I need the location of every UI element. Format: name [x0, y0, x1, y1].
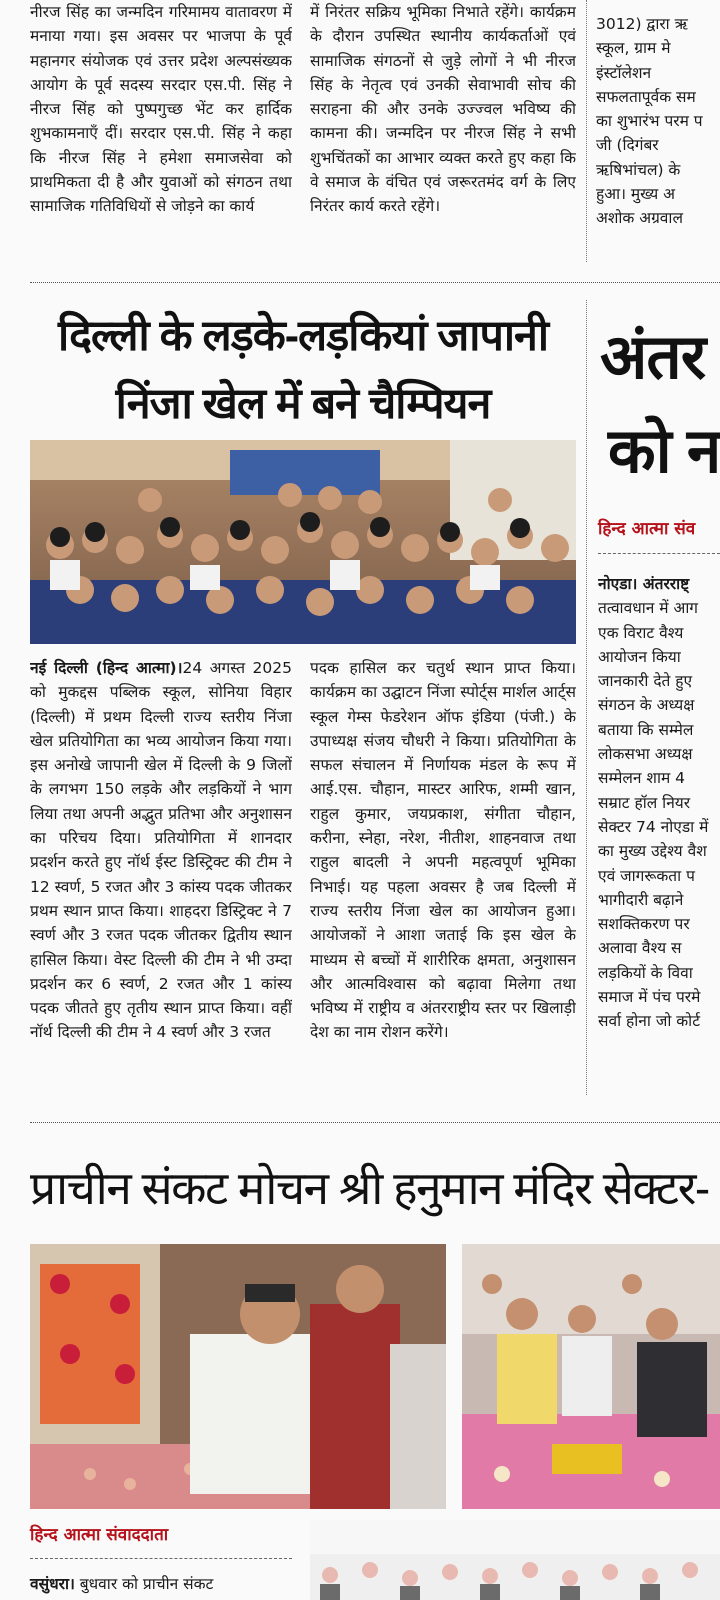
right-story-line: संगठन के अध्यक्ष	[598, 696, 695, 715]
ninja-col1-paragraph	[30, 656, 292, 1045]
temple-headline: प्राचीन संकट मोचन श्री हनुमान मंदिर सेक्टर-	[30, 1162, 709, 1214]
right-story-column	[598, 572, 720, 1096]
temple-photo-garland-image	[30, 1244, 446, 1509]
right-story-line: लोकसभा अध्यक्ष	[598, 745, 693, 764]
ninja-col2-body: पदक हासिल कर चतुर्थ स्थान प्राप्त किया। कार्यक्रम का उद्घाटन निंजा स्पोर्ट्स मार्शल आर्ट्स स्कूल गेम्स फेडरेशन ऑफ इंडिया (पंजी.) के उपाध्यक्ष संजय चौधरी ने किया। प्रतियोगिता के सफल संचालन में निर्णायक मंडल के रूप में आई.एस. चौहान, मास्टर आरिफ, शम्मी खान, राहुल कुमार, जयप्रकाश, संगीता चौहान, करीना, स्नेहा, नरेश, नीतीश, शाहनवाज तथा राहुल बादली ने अपनी महत्वपूर्ण भूमिका निभाई। यह पहला अवसर है जब दिल्ली में राज्य स्तरीय निंजा खेल का आयोजन हुआ। आयोजकों ने आशा जताई कि इस खेल के माध्यम से बच्चों में शारीरिक क्षमता, अनुशासन और आत्मविश्वास को बढ़ावा मिलेगा तथा भविष्य में राष्ट्रीय व अंतरराष्ट्रीय स्तर पर खिलाड़ी देश का नाम रोशन करेंगे।	[310, 659, 576, 1042]
right-story-line: एक विराट वैश्य	[598, 623, 684, 642]
right-top-line: सफलतापूर्वक सम	[596, 87, 696, 106]
right-top-line: का शुभारंभ परम प	[596, 112, 703, 131]
right-story-line: लड़कियों के विवा	[598, 963, 693, 982]
right-story-line: तत्वावधान में आग	[598, 599, 699, 618]
temple-photo-crowd	[310, 1520, 720, 1600]
section-divider	[30, 1122, 720, 1123]
right-story-line: एवं जागरूकता प	[598, 866, 695, 885]
right-top-line: जी (दिगंबर	[596, 136, 659, 155]
right-headline-line2: को न	[608, 417, 720, 486]
temple-dateline: वसुंधरा।	[30, 1575, 75, 1593]
right-story-line: बताया कि सम्मेल	[598, 720, 694, 739]
temple-photo-crowd-image	[310, 1520, 720, 1600]
right-story-line: सम्राट हॉल नियर	[598, 793, 691, 812]
temple-lead	[30, 1572, 292, 1596]
temple-photo-garland	[30, 1244, 446, 1509]
section-divider	[30, 282, 720, 283]
right-story-line: सम्मेलन शाम 4	[598, 769, 686, 788]
ninja-group-photo	[30, 440, 576, 644]
top-story-col1-text: नीरज सिंह का जन्मदिन गरिमामय वातावरण में मनाया गया। इस अवसर पर भाजपा के पूर्व महानगर संयोजक एवं उत्तर प्रदेश अल्पसंख्यक आयोग के पूर्व सदस्य सरदार एस.पी. सिंह ने नीरज सिंह को पुष्पगुच्छ भेंट कर हार्दिक शुभकामनाएँ दीं। सरदार एस.पी. सिंह ने कहा कि नीरज सिंह ने हमेशा समाजसेवा को प्राथमिकता दी है और युवाओं को संगठन तथा सामाजिक गतिविधियों से जोड़ने का कार्य	[30, 3, 292, 216]
right-story-line: नोएडा। अंतरराष्ट्	[598, 575, 690, 593]
ninja-headline-line1: दिल्ली के लड़के-लड़कियां जापानी	[57, 312, 549, 360]
right-story-line: समाज में पंच परमे	[598, 988, 701, 1007]
temple-lead-text: बुधवार को प्राचीन संकट	[79, 1575, 214, 1593]
right-top-line: स्कूल, ग्राम मे	[596, 39, 671, 58]
right-top-line: अशोक अग्रवाल	[596, 209, 683, 228]
right-story-line: सशक्तिकरण पर	[598, 915, 690, 934]
top-story-col2-text: में निरंतर सक्रिय भूमिका निभाते रहेंगे। कार्यक्रम के दौरान उपस्थित स्थानीय कार्यकर्ताओं एवं सामाजिक संगठनों से जुड़े लोगों ने भी नीरज सिंह के नेतृत्व एवं उनकी सेवाभावी सोच की सराहना की और उनके उज्ज्वल भविष्य की कामना की। जन्मदिन पर नीरज सिंह ने सभी शुभचिंतकों का आभार व्यक्त करते हुए कहा कि वे समाज के वंचित एवं जरूरतमंद वर्ग के लिए निरंतर कार्य करते रहेंगे।	[310, 3, 576, 216]
byline-rule	[598, 553, 720, 554]
ninja-col2	[310, 656, 576, 1096]
right-story-line: आयोजन किया	[598, 647, 681, 666]
ninja-photo-image	[30, 440, 576, 644]
right-headline-line1: अंतर	[600, 323, 706, 392]
right-story-line: का मुख्य उद्देश्य वैश	[598, 842, 707, 861]
column-divider	[586, 300, 587, 1095]
right-top-line: हुआ। मुख्य अ	[596, 185, 675, 204]
right-top-line: 3012) द्वारा ऋ	[596, 15, 688, 33]
ninja-headline-line2: निंजा खेल में बने चैम्पियन	[115, 380, 491, 428]
ninja-dateline: नई दिल्ली (हिन्द आत्मा)।	[30, 659, 183, 677]
right-story-line: अलावा वैश्य स	[598, 939, 682, 958]
right-story-line: सर्वा होना जो कोर्ट	[598, 1012, 700, 1031]
right-top-line: ऋषिभांचल) के	[596, 160, 681, 179]
top-story-col2	[310, 0, 576, 262]
top-story-col1	[30, 0, 292, 262]
right-story-line: सेक्टर 74 नोएडा में	[598, 817, 709, 836]
right-byline: हिन्द आत्मा संव	[598, 519, 696, 539]
ninja-col1-body: 24 अगस्त 2025 को मुकद्दस पब्लिक स्कूल, सोनिया विहार (दिल्ली) में प्रथम दिल्ली राज्य स्तरीय निंजा खेल प्रतियोगिता का भव्य आयोजन किया गया। इस अनोखे जापानी खेल में दिल्ली के 9 जिलों के लगभग 150 लड़के और लड़कियों ने भाग लिया तथा अपनी अद्भुत प्रतिभा और अनुशासन का परिचय दिया। प्रतियोगिता में शानदार प्रदर्शन करते हुए नॉर्थ ईस्ट डिस्ट्रिक्ट की टीम ने 12 स्वर्ण, 5 रजत और 3 कांस्य पदक जीतकर प्रथम स्थान प्राप्त किया। शाहदरा डिस्ट्रिक्ट ने 7 स्वर्ण और 3 रजत पदक जीतकर द्वितीय स्थान हासिल किया। वेस्ट दिल्ली की टीम ने भी उम्दा प्रदर्शन कर 6 स्वर्ण, 2 रजत और 1 कांस्य पदक जीतते हुए तृतीय स्थान प्राप्त किया। वहीं नॉर्थ दिल्ली की टीम ने 4 स्वर्ण और 3 रजत	[30, 659, 292, 1042]
right-story-line: जानकारी देते हुए	[598, 672, 693, 691]
ninja-col1	[30, 656, 292, 1096]
byline-rule	[30, 1558, 292, 1559]
right-top-line: इंस्टॉलेशन	[596, 63, 652, 82]
temple-photo-havan	[462, 1244, 720, 1509]
right-top-column	[596, 0, 720, 262]
column-divider	[586, 0, 587, 262]
right-story-line: भागीदारी बढ़ाने	[598, 890, 684, 909]
temple-byline: हिन्द आत्मा संवाददाता	[30, 1525, 169, 1545]
temple-photo-havan-image	[462, 1244, 720, 1509]
